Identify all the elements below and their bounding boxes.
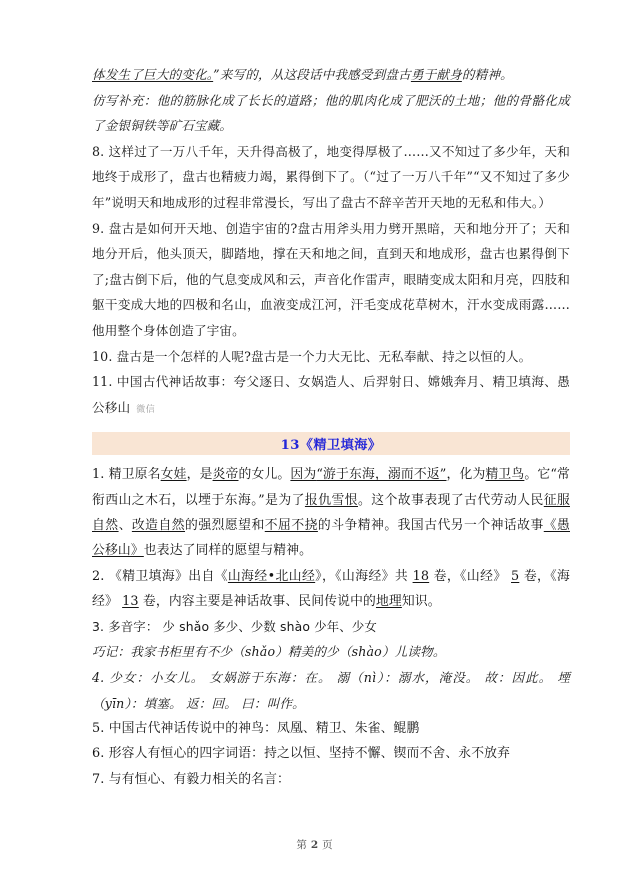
text-segment: 、 — [118, 517, 132, 533]
text-segment: 改造自然 — [131, 517, 186, 533]
text-segment: 7. 与有恒心、有毅力相关的名言： — [92, 771, 290, 787]
text-segment: 因为 — [290, 467, 317, 483]
paragraph-continuation — [92, 62, 570, 88]
text-segment: 勇于献身 — [410, 67, 462, 82]
text-segment: 的女儿。 — [238, 467, 291, 483]
text-segment: 的精神。 — [461, 67, 513, 82]
text-segment: 的斗争精神。我国古代另一个神话故事 — [317, 517, 544, 533]
note-item-2 — [92, 564, 570, 615]
section-heading-title: 13《精卫填海》 — [280, 438, 382, 454]
text-segment: 。它“常衔西山之木石，以堙于东海。”是为了 — [92, 467, 570, 508]
text-segment: ，是 — [186, 467, 213, 483]
text-segment: 11. 中国古代神话故事：夸父逐日、女娲造人、后羿射日、嫦娥奔月、精卫填海、愚公移山 — [92, 374, 570, 415]
note-item-3-tip — [92, 639, 570, 665]
text-segment: 2. 《精卫填海》出自《 — [92, 568, 228, 584]
page-footer — [0, 837, 630, 852]
text-segment: 》，《山海经》共 — [315, 568, 413, 584]
text-segment: 卷，《海经》 — [92, 568, 571, 609]
text-segment: 卷，《山经》 — [429, 568, 512, 584]
paragraph-item-8 — [92, 139, 570, 216]
note-item-7 — [92, 767, 570, 792]
top-text-block — [92, 62, 570, 423]
text-segment: 女娃 — [160, 467, 187, 483]
text-segment: 报仇雪恨 — [304, 492, 358, 508]
note-item-1 — [92, 462, 570, 563]
text-segment: 5. 中国古代神话传说中的神鸟：凤凰、精卫、朱雀、鲲鹏 — [92, 721, 420, 737]
page-number: 2 — [310, 839, 320, 851]
text-segment: 精卫鸟 — [485, 467, 525, 483]
text-segment: 6. 形容人有恒心的四字词语：持之以恒、坚持不懈、锲而不舍、永不放弃 — [92, 746, 511, 762]
text-segment: 。这个故事表现了古代劳动人民 — [358, 492, 544, 508]
text-segment: 18 — [412, 568, 430, 584]
text-segment: ”来写的，从这段话中我感受到盘古 — [213, 67, 411, 82]
note-item-5 — [92, 716, 570, 741]
text-segment: 仿写补充：他的筋脉化成了长长的道路；他的肌肉化成了肥沃的土地；他的骨骼化成了金银铜铁等矿石宝藏。 — [92, 92, 570, 134]
text-segment: 炎帝 — [212, 467, 239, 483]
text-segment: 地理 — [375, 593, 402, 609]
text-segment: “游于东海，溺而不返” — [316, 467, 447, 483]
text-segment: 征服自然 — [92, 492, 570, 533]
text-segment: 8. 这样过了一万八千年，天升得高极了，地变得厚极了……又不知过了多少年，天和地终于成形了，盘古也精疲力竭，累得倒下了。（“过了一万八千年”“又不知过了多少年”说明天和地成形的过程非常漫长，写出了盘古不辞辛苦开天地的无私和伟大。） — [92, 143, 570, 210]
note-item-6 — [92, 741, 570, 766]
text-segment: 5 — [511, 568, 520, 584]
paragraph-item-9 — [92, 216, 570, 344]
page-footer-suffix: 页 — [322, 839, 334, 851]
paragraph-item-11 — [92, 369, 570, 423]
section-heading-bar — [92, 432, 570, 455]
text-segment: 《愚公移山》 — [92, 517, 570, 559]
note-item-4 — [92, 665, 570, 716]
text-segment: 3. 多音字： 少 shǎo 多少、少数 shào 少年、少女 — [92, 619, 377, 635]
text-segment: 知识。 — [401, 593, 441, 609]
paragraph-fangxie — [92, 88, 570, 139]
text-segment: 13 — [122, 593, 139, 609]
text-segment: 也表达了同样的愿望与精神。 — [143, 543, 313, 559]
page-footer-prefix: 第 — [296, 839, 308, 851]
text-segment: 卷，内容主要是神话故事、民间传说中的 — [138, 593, 376, 609]
text-segment: 10. 盘古是一个怎样的人呢?盘古是一个力大无比、无私奉献、持之以恒的人。 — [92, 348, 532, 364]
note-item-3 — [92, 614, 570, 639]
text-segment: 巧记：我家书柜里有不少（shǎo）精美的少（shào）儿读物。 — [92, 644, 446, 660]
text-segment: 体发生了巨大的变化。 — [92, 67, 214, 82]
text-segment: 的强烈愿望和 — [185, 517, 265, 533]
text-segment: 1. 精卫原名 — [92, 467, 161, 483]
text-segment: ，化为 — [446, 467, 486, 483]
bottom-text-block — [92, 462, 570, 792]
text-segment: 山海经•北山经 — [227, 568, 316, 584]
text-segment: 9. 盘古是如何开天地、创造宇宙的?盘古用斧头用力劈开黑暗，天和地分开了；天和地分开后，他头顶天，脚踏地，撑在天和地之间，直到天和地成形，盘古也累得倒下了;盘古倒下后，他的气息变成风和云，声音化作雷声，眼睛变成太阳和月亮，四肢和躯干变成大地的四极和名山，血液变成江河，汗毛变成花草树木，汗水变成雨露……他用整个身体创造了宇宙。 — [92, 220, 570, 338]
paragraph-item-10 — [92, 344, 570, 370]
text-segment: 不屈不挠 — [264, 517, 318, 533]
watermark-label: 微信 — [136, 404, 156, 415]
text-segment: 4. 少女：小女儿。 女娲游于东海：在。 溺（nì）：溺水，淹没。 故：因此。 堙（yīn）：填塞。 返：回。 曰：叫作。 — [92, 669, 570, 711]
